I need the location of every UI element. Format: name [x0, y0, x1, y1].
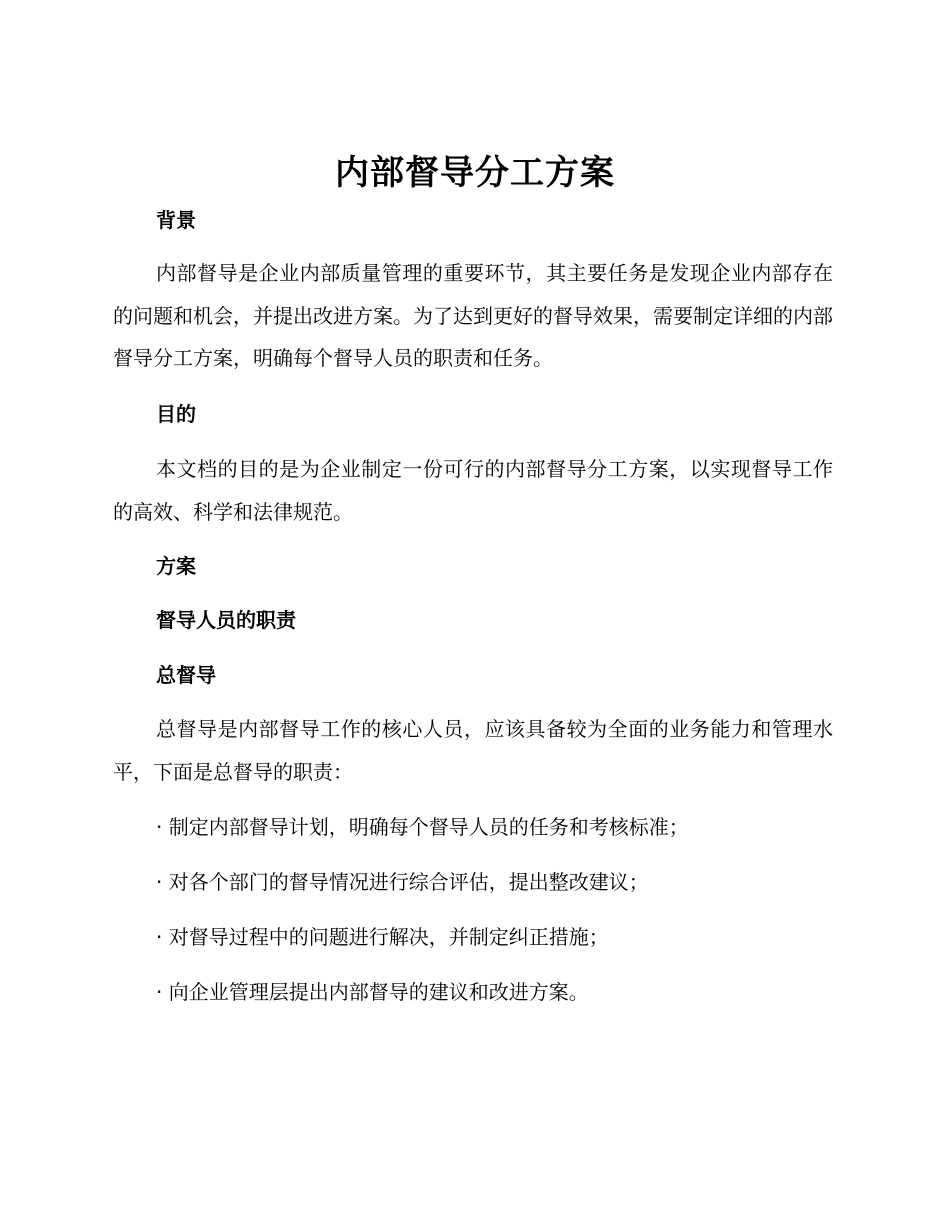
paragraph-purpose: 本文档的目的是为企业制定一份可行的内部督导分工方案，以实现督导工作的高效、科学和法律规范。 [113, 457, 833, 524]
list-item: · 对各个部门的督导情况进行综合评估，提出整改建议； [156, 870, 649, 894]
section-heading-duties: 督导人员的职责 [156, 608, 296, 632]
paragraph-background: 内部督导是企业内部质量管理的重要环节，其主要任务是发现企业内部存在的问题和机会，并提出改进方案。为了达到更好的督导效果，需要制定详细的内部督导分工方案，明确每个督导人员的职责和任务。 [113, 261, 833, 370]
document-title: 内部督导分工方案 [335, 153, 615, 193]
section-heading-chief: 总督导 [156, 663, 216, 687]
list-item: · 向企业管理层提出内部督导的建议和改进方案。 [156, 980, 589, 1004]
section-heading-purpose: 目的 [156, 402, 196, 426]
paragraph-chief: 总督导是内部督导工作的核心人员，应该具备较为全面的业务能力和管理水平，下面是总督导的职责： [113, 717, 833, 784]
section-heading-plan: 方案 [156, 554, 196, 578]
list-item: · 对督导过程中的问题进行解决，并制定纠正措施； [156, 925, 609, 949]
section-heading-background: 背景 [156, 208, 196, 232]
list-item: · 制定内部督导计划，明确每个督导人员的任务和考核标准； [156, 815, 689, 839]
